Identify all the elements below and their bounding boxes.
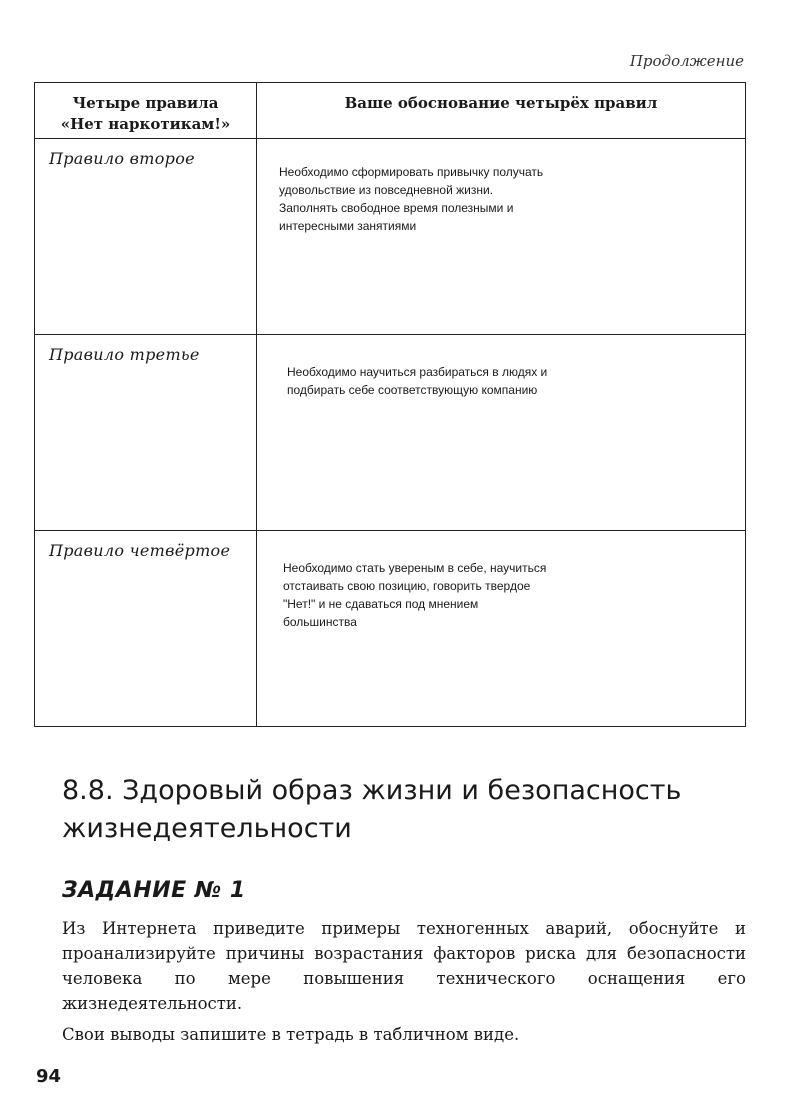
task-paragraph: Свои выводы запишите в тетрадь в табличном виде. (62, 1025, 520, 1044)
text-line: интересными занятиями (279, 219, 417, 233)
col-justification-header (257, 83, 746, 139)
rule-justification-text (283, 559, 603, 631)
text-line: Необходимо сформировать привычку получать (279, 165, 544, 179)
task-body (62, 916, 746, 1047)
text-line: Необходимо стать увереным в себе, научиться (283, 561, 547, 575)
section-title-line1: 8.8. Здоровый образ жизни и безопасность (62, 775, 682, 806)
col-rules-header (35, 83, 257, 139)
section-title-line2: жизнедеятельности (62, 813, 352, 844)
rule-name-cell (35, 531, 257, 727)
table-header-row (35, 83, 746, 139)
table-row (35, 531, 746, 727)
rules-table (34, 82, 746, 727)
rule-justification-cell (257, 139, 746, 335)
rule-name: Правило третье (49, 345, 200, 364)
rule-justification-text (287, 363, 617, 399)
rule-name: Правило второе (49, 149, 195, 168)
rule-name: Правило четвёртое (49, 541, 231, 560)
task-title: ЗАДАНИЕ № 1 (62, 878, 246, 903)
task-paragraph: Из Интернета приведите примеры техногенных аварий, обоснуйте и проанализируйте причины возрастания факторов риска для безопасности человека по мере повышения технического оснащения его жизнедеятельности. (62, 919, 746, 1013)
rule-justification-text (279, 163, 599, 235)
col-justification-header-text: Ваше обоснование четырёх правил (344, 94, 658, 112)
text-line: большинства (283, 615, 357, 629)
continued-label: Продолжение (629, 52, 744, 70)
text-line: Необходимо научиться разбираться в людях и (287, 365, 548, 379)
rule-justification-cell (257, 531, 746, 727)
rule-name-cell (35, 139, 257, 335)
rule-justification-cell (257, 335, 746, 531)
rule-name-cell (35, 335, 257, 531)
text-line: "Нет!" и не сдаваться под мнением (283, 597, 479, 611)
text-line: подбирать себе соответствующую компанию (287, 383, 538, 397)
text-line: отстаивать свою позицию, говорить твердое (283, 579, 531, 593)
section-title (62, 772, 742, 848)
table-row (35, 335, 746, 531)
text-line: Заполнять свободное время полезными и (279, 201, 514, 215)
text-line: удовольствие из повседневной жизни. (279, 183, 494, 197)
col-rules-header-line2: «Нет наркотикам!» (60, 115, 231, 133)
table-row (35, 139, 746, 335)
col-rules-header-line1: Четыре правила (72, 94, 219, 112)
page-number: 94 (36, 1066, 62, 1087)
